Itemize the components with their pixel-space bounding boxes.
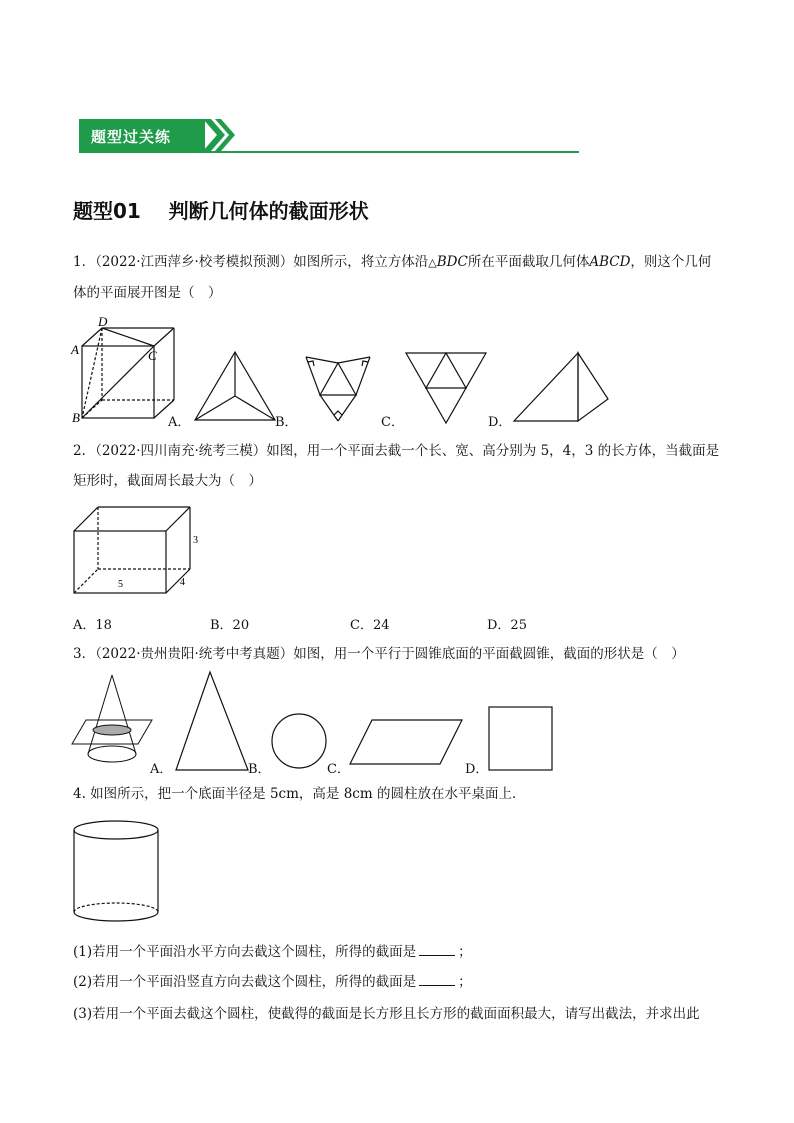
q2-text <box>73 440 733 492</box>
q2-option-a: A．18 <box>73 618 112 633</box>
q3-text: 3．（2022·贵州贵阳·统考中考真题）如图，用一个平行于圆锥底面的平面截圆锥，截面的形状是（ ） <box>73 646 685 662</box>
banner-underline <box>79 151 579 153</box>
q2-line2: 矩形时，截面周长最大为（ ） <box>73 473 262 489</box>
banner-label: 题型过关练 <box>91 128 172 146</box>
q3-option-d-figure <box>488 706 554 772</box>
q1-option-a-figure <box>193 350 283 425</box>
q3-option-b-figure <box>270 712 330 772</box>
q1-line1: 1．（2022·江西萍乡·校考模拟预测）如图所示，将立方体沿△BDC所在平面截取几何体ABCD，则这个几何 <box>73 254 712 270</box>
q2-dim-width: 4 <box>180 577 185 588</box>
q4-sub3: (3)若用一个平面去截这个圆柱，使截得的截面是长方形且长方形的截面面积最大，请写出截法，并求出此 <box>73 1006 700 1022</box>
q3-option-a: A． <box>150 762 173 777</box>
q1-text <box>73 251 733 304</box>
q1-line2: 体的平面展开图是（ ） <box>73 285 222 301</box>
q1-option-a: A． <box>168 415 191 430</box>
section-banner <box>79 117 579 153</box>
q4-sub1: (1)若用一个平面沿水平方向去截这个圆柱，所得的截面是 ； <box>73 944 472 960</box>
q2-option-d: D．25 <box>487 618 527 633</box>
q1-option-b-figure <box>296 349 386 421</box>
q1-label-a: A <box>71 342 79 357</box>
q1-label-b: B <box>72 410 80 425</box>
q1-option-b: B． <box>275 415 298 430</box>
q3-option-d: D． <box>465 762 489 777</box>
section-title: 题型01 判断几何体的截面形状 <box>73 199 369 223</box>
q1-option-c: C． <box>381 415 404 430</box>
banner-box <box>79 119 205 151</box>
q1-option-d-figure <box>512 351 612 423</box>
q1-option-c-figure <box>404 351 488 427</box>
q4-sub2: (2)若用一个平面沿竖直方向去截这个圆柱，所得的截面是 ； <box>73 974 472 990</box>
q2-dim-length: 5 <box>118 579 123 590</box>
q4-text: 4. 如图所示，把一个底面半径是 5cm，高是 8cm 的圆柱放在水平桌面上． <box>73 786 526 802</box>
q1-label-d: D <box>98 314 108 329</box>
q2-dim-height: 3 <box>193 535 198 546</box>
q3-option-b: B． <box>248 762 271 777</box>
q2-option-b: B．20 <box>210 618 250 633</box>
q1-option-d: D． <box>488 415 512 430</box>
q2-line1: 2．（2022·四川南充·统考三模）如图，用一个平面去截一个长、宽、高分别为 5，4，3 的长方体，当截面是 <box>73 443 720 459</box>
q2-option-c: C．24 <box>350 618 390 633</box>
q3-option-c: C． <box>327 762 350 777</box>
q3-option-a-figure <box>172 670 262 772</box>
q4-cylinder-figure <box>72 820 164 926</box>
q4-sub2-blank[interactable] <box>419 973 455 986</box>
q1-label-c: C <box>148 348 157 363</box>
q3-cone-figure <box>72 672 162 772</box>
q4-sub1-blank[interactable] <box>419 943 455 956</box>
q3-option-c-figure <box>348 718 468 768</box>
banner-stripes-icon <box>203 119 243 151</box>
q1-cube-figure <box>72 316 172 424</box>
q2-box-figure <box>72 505 212 597</box>
